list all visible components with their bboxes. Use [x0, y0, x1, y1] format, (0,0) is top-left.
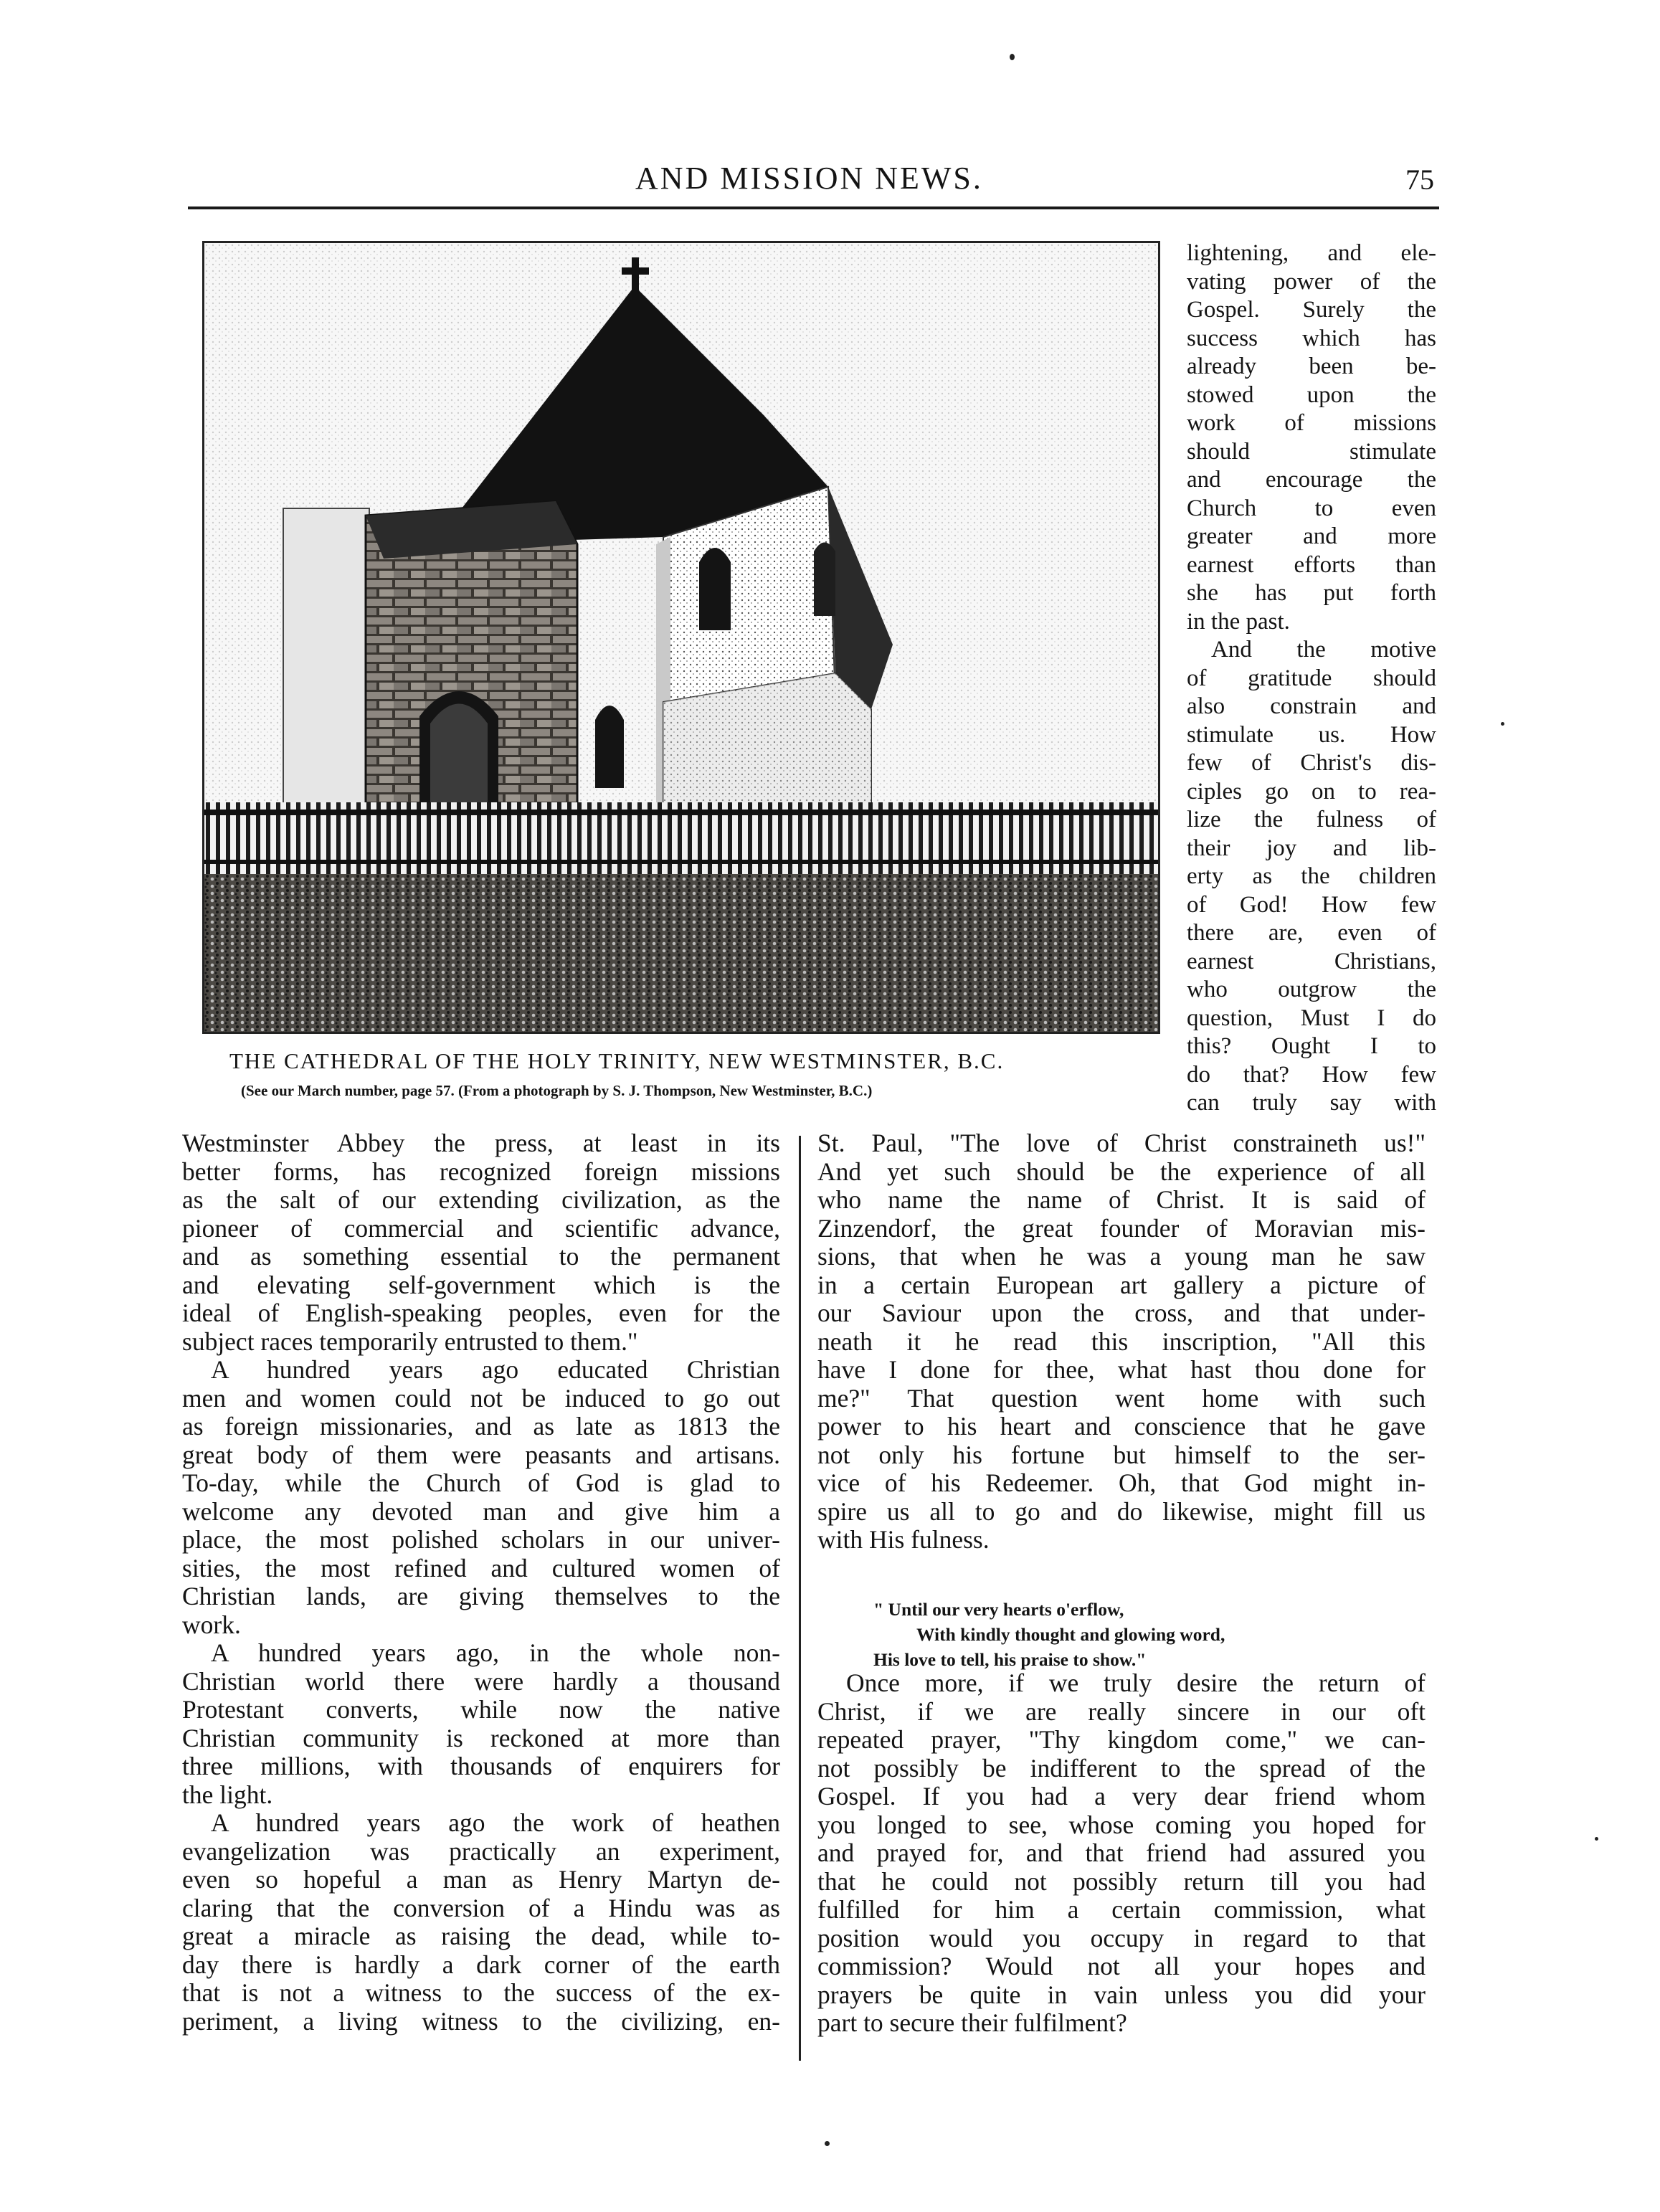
text-line: neath it he read this inscription, "All this	[817, 1326, 1426, 1356]
text-line: Gospel. Surely the	[1187, 297, 1436, 323]
text-line: Westminster Abbey the press, at least in its	[182, 1129, 780, 1157]
page-number: 75	[1405, 163, 1434, 196]
text-line: sities, the most refined and cultured women of	[182, 1553, 780, 1582]
text-line: not possibly be indifferent to the spread of the	[817, 1753, 1426, 1783]
text-line: men and women could not be induced to go out	[182, 1383, 780, 1413]
text-line: she has put forth	[1187, 580, 1436, 606]
text-line: also constrain and	[1187, 693, 1436, 719]
text-line: periment, a living witness to the civilizing, en-	[182, 2006, 780, 2036]
text-line: part to secure their fulfilment?	[817, 2008, 1127, 2037]
text-line: And yet such should be the experience of all	[817, 1157, 1426, 1186]
text-line: the light.	[182, 1780, 273, 1809]
text-line: as the salt of our extending civilization, as the	[182, 1185, 780, 1214]
text-line: lize the fulness of	[1187, 807, 1436, 832]
text-line: place, the most polished scholars in our univer-	[182, 1525, 780, 1554]
ink-speck	[1501, 722, 1504, 726]
text-line: position would you occupy in regard to that	[817, 1923, 1426, 1952]
text-line: that is not a witness to the success of the ex-	[182, 1978, 780, 2007]
text-line: success which has	[1187, 325, 1436, 351]
text-line: pioneer of commercial and scientific advance,	[182, 1213, 780, 1243]
text-line: work of missions	[1187, 410, 1436, 436]
text-line: already been be-	[1187, 353, 1436, 379]
text-line: evangelization was practically an experiment,	[182, 1836, 780, 1866]
text-line: welcome any devoted man and give him a	[182, 1496, 780, 1526]
text-line: sions, that when he was a young man he saw	[817, 1242, 1426, 1271]
text-line: as foreign missionaries, and as late as 1813 the	[182, 1412, 780, 1440]
text-line: And the motive	[1211, 637, 1436, 663]
text-line: and prayed for, and that friend had assured you	[817, 1838, 1426, 1867]
text-line: Once more, if we truly desire the return of	[846, 1669, 1426, 1697]
text-line: spire us all to go and do likewise, might fill us	[817, 1496, 1426, 1526]
text-line: day there is hardly a dark corner of the earth	[182, 1950, 780, 1979]
poem-line: With kindly thought and glowing word,	[916, 1624, 1225, 1645]
ink-speck	[825, 2141, 830, 2146]
text-line: even so hopeful a man as Henry Martyn de-	[182, 1865, 780, 1894]
text-line: can truly say with	[1187, 1090, 1436, 1116]
text-line: their joy and lib-	[1187, 835, 1436, 861]
text-line: To-day, while the Church of God is glad to	[182, 1468, 780, 1497]
text-line: and elevating self-government which is the	[182, 1270, 780, 1299]
header-rule	[188, 207, 1439, 209]
text-line: vating power of the	[1187, 268, 1436, 295]
text-line: St. Paul, "The love of Christ constraineth us!"	[817, 1129, 1426, 1157]
text-line: claring that the conversion of a Hindu was as	[182, 1893, 780, 1922]
text-line: and as something essential to the permanent	[182, 1242, 780, 1271]
closing-paragraph	[817, 1669, 1426, 2038]
text-line: vice of his Redeemer. Oh, that God might in-	[817, 1468, 1426, 1497]
text-line: three millions, with thousands of enquirers for	[182, 1752, 780, 1780]
left-column-text	[182, 1129, 780, 2036]
text-line: Christian lands, are giving themselves to the	[182, 1582, 780, 1610]
text-line: our Saviour upon the cross, and that under-	[817, 1299, 1426, 1327]
text-line: earnest Christians,	[1187, 948, 1436, 974]
text-line: greater and more	[1187, 523, 1436, 549]
text-line: question, Must I do	[1187, 1005, 1436, 1031]
text-line: not only his fortune but himself to the ser-	[817, 1440, 1426, 1469]
text-line: few of Christ's dis-	[1187, 750, 1436, 776]
cathedral-illustration	[204, 243, 1158, 1032]
text-line: great a miracle as raising the dead, while to-	[182, 1922, 780, 1950]
text-line: in a certain European art gallery a picture of	[817, 1270, 1426, 1299]
text-line: who name the name of Christ. It is said of	[817, 1185, 1426, 1214]
text-line: fulfilled for him a certain commission, what	[817, 1895, 1426, 1924]
text-line: who outgrow the	[1187, 977, 1436, 1002]
text-line: ideal of English-speaking peoples, even for the	[182, 1299, 780, 1327]
text-line: lightening, and ele-	[1187, 240, 1436, 266]
ink-speck	[1595, 1837, 1598, 1841]
running-header: AND MISSION NEWS.	[635, 161, 983, 196]
side-column-text	[1187, 239, 1436, 1118]
text-line: me?" That question went home with such	[817, 1383, 1426, 1413]
text-line: do that? How few	[1187, 1061, 1436, 1088]
text-line: Church to even	[1187, 495, 1436, 521]
text-line: stowed upon the	[1187, 381, 1436, 408]
text-line: great body of them were peasants and artisans.	[182, 1440, 780, 1469]
figure-caption: THE CATHEDRAL OF THE HOLY TRINITY, NEW WESTMINSTER, B.C.	[229, 1048, 1005, 1073]
text-line: erty as the children	[1187, 863, 1436, 889]
text-line: there are, even of	[1187, 920, 1436, 946]
text-line: this? Ought I to	[1187, 1033, 1436, 1059]
text-line: Christian world there were hardly a thousand	[182, 1666, 780, 1696]
text-line: work.	[182, 1610, 241, 1639]
text-line: prayers be quite in vain unless you did your	[817, 1980, 1426, 2009]
text-line: of gratitude should	[1187, 665, 1436, 691]
text-line: A hundred years ago the work of heathen	[211, 1808, 780, 1837]
text-line: repeated prayer, "Thy kingdom come," we can-	[817, 1725, 1426, 1754]
figure-credit: (See our March number, page 57. (From a photograph by S. J. Thompson, New Westminster, B.C.)	[241, 1082, 873, 1099]
right-column-text	[817, 1129, 1426, 1554]
text-line: you longed to see, whose coming you hoped for	[817, 1810, 1426, 1839]
text-line: with His fulness.	[817, 1525, 990, 1554]
text-line: commission? Would not all your hopes and	[817, 1952, 1426, 1980]
text-line: stimulate us. How	[1187, 721, 1436, 748]
text-line: of God! How few	[1187, 891, 1436, 918]
text-line: in the past.	[1187, 608, 1290, 635]
text-line: better forms, has recognized foreign missions	[182, 1157, 780, 1186]
poem-line: His love to tell, his praise to show."	[873, 1649, 1147, 1670]
ink-speck	[1010, 54, 1015, 60]
cathedral-photograph	[202, 241, 1160, 1034]
text-line: A hundred years ago educated Christian	[211, 1355, 780, 1384]
text-line: Christ, if we are really sincere in our oft	[817, 1696, 1426, 1726]
poem-line: " Until our very hearts o'erflow,	[873, 1599, 1124, 1620]
text-line: ciples go on to rea-	[1187, 778, 1436, 804]
text-line: and encourage the	[1187, 467, 1436, 493]
text-line: have I done for thee, what hast thou done for	[817, 1355, 1426, 1384]
poem-quotation	[873, 1597, 1225, 1672]
column-rule	[799, 1136, 801, 2061]
text-line: Gospel. If you had a very dear friend whom	[817, 1782, 1426, 1810]
text-line: Christian community is reckoned at more than	[182, 1723, 780, 1752]
text-line: that he could not possibly return till you had	[817, 1866, 1426, 1896]
text-line: earnest efforts than	[1187, 551, 1436, 578]
text-line: Zinzendorf, the great founder of Moravian mis-	[817, 1213, 1426, 1243]
text-line: A hundred years ago, in the whole non-	[211, 1638, 780, 1667]
text-line: subject races temporarily entrusted to them."	[182, 1326, 638, 1356]
text-line: power to his heart and conscience that he gave	[817, 1412, 1426, 1440]
text-line: Protestant converts, while now the native	[182, 1695, 780, 1724]
text-line: should stimulate	[1187, 438, 1436, 465]
